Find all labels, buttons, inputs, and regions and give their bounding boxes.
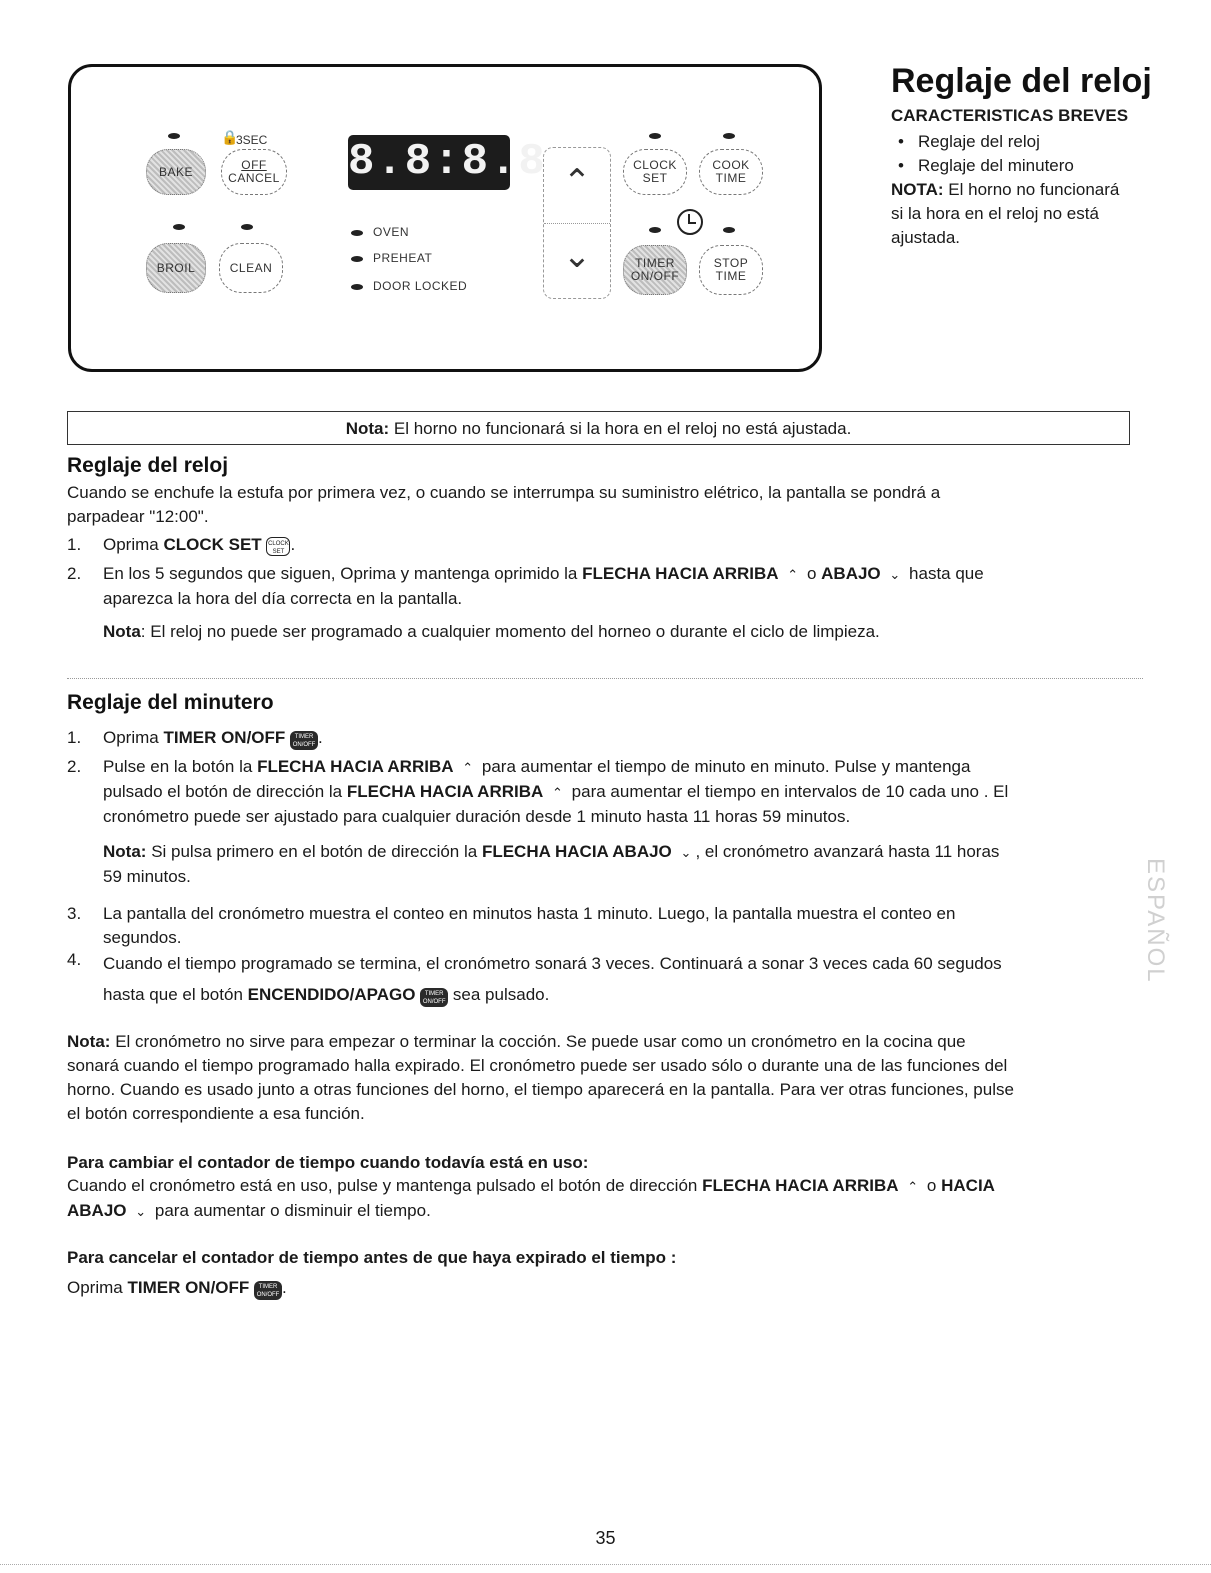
clock-step-1: [67, 533, 1127, 557]
change-b: FLECHA HACIA ARRIBA: [702, 1176, 899, 1195]
broil-button: [146, 243, 206, 293]
up-arrow-icon: ⌃: [562, 163, 592, 201]
step4-b: hasta que el botón: [103, 985, 243, 1004]
stop-label: STOP: [713, 256, 749, 270]
timer-step-1: [67, 726, 1127, 750]
change-c: o: [926, 1176, 937, 1195]
step3-a: La pantalla del cronómetro muestra el conteo en minutos hasta 1 minuto. Luego, la pantalla muestra el conteo en: [103, 904, 956, 923]
step-number: 3.: [67, 904, 82, 923]
note-box: [67, 411, 1130, 445]
door-locked-led: [351, 284, 363, 290]
step2-b: FLECHA HACIA ARRIBA: [257, 757, 454, 776]
down-arrow-icon: ⌄: [889, 567, 901, 582]
indicator-preheat: [351, 251, 432, 265]
up-arrow-icon: ⌃: [462, 760, 474, 775]
feature-item: • Reglaje del minutero: [898, 154, 1074, 178]
indicator-oven-label: OVEN: [373, 225, 410, 239]
clock-note-label: Nota: [103, 622, 141, 641]
cancel-timer-text: Oprima TIMER ON/OFF TIMER ON/OFF .: [67, 1278, 287, 1298]
up-arrow-bold: FLECHA HACIA ARRIBA: [582, 564, 779, 583]
stop-time-led: [723, 227, 735, 233]
step2-f: para aumentar el tiempo en intervalos de 10 cada uno . El: [571, 782, 1009, 801]
step-text-pre: Oprima: [103, 728, 159, 747]
up-arrow-icon: ⌃: [552, 785, 563, 800]
broil-label: BROIL: [156, 260, 196, 275]
three-sec-label: 3SEC: [236, 133, 268, 147]
clock-set-button: [623, 149, 687, 195]
down-arrow-icon: ⌄: [562, 237, 592, 275]
step2-g: cronómetro puede ser ajustado para cualquier duración desde 1 minuto hasta 11 horas 59 minutos.: [103, 807, 851, 826]
step-text: [103, 755, 1137, 829]
step-text: Oprima CLOCK SET CLOCK SET .: [103, 535, 296, 555]
timer-step-3: [67, 902, 1127, 950]
broil-led-left: [173, 224, 185, 230]
timer-onoff-mini-icon: TIMER ON/OFF: [290, 731, 318, 750]
note-box-text: El horno no funcionará si la hora en el reloj no está ajustada.: [393, 419, 852, 438]
step-text-post: hasta que: [909, 564, 984, 583]
step-number: 2.: [67, 564, 82, 583]
clock-icon: [677, 209, 703, 235]
step-number: 2.: [67, 757, 82, 776]
cancel-pre: Oprima: [67, 1278, 123, 1297]
bottom-border: [0, 1564, 1211, 1565]
indicator-door-locked-label: DOOR LOCKED: [373, 279, 468, 293]
timer-step-2: [67, 755, 1137, 827]
lock-icon: 🔒: [221, 129, 239, 145]
step2-e: FLECHA HACIA ARRIBA: [346, 782, 544, 801]
bake-button: [146, 149, 206, 195]
timer-note-c: , el cronómetro avanzará hasta 11 horas: [695, 842, 1000, 861]
cancel-bold: TIMER ON/OFF: [127, 1278, 250, 1297]
down-arrow-icon: ⌄: [680, 845, 692, 860]
up-arrow-icon: ⌃: [907, 1179, 919, 1194]
indicator-door-locked: [351, 279, 467, 293]
step-number: 1.: [67, 535, 82, 554]
change-timer-text: [67, 1174, 1137, 1224]
cancel-label: CANCEL: [228, 171, 280, 185]
step2-d: pulsado el botón de dirección la: [103, 782, 343, 801]
step2-c: para aumentar el tiempo de minuto en minuto. Pulse y mantenga: [481, 757, 971, 776]
indicator-preheat-label: PREHEAT: [373, 251, 433, 265]
cancel-timer-heading: [67, 1246, 676, 1270]
timer-note-b: FLECHA HACIA ABAJO: [481, 842, 672, 861]
page-title: Reglaje del reloj: [891, 62, 1152, 100]
bake-led: [168, 133, 180, 139]
cook-label: COOK: [712, 158, 750, 172]
cook-time-label: TIME: [715, 171, 747, 185]
section-divider: [67, 678, 1143, 679]
timer-step-4: [67, 948, 1127, 1008]
step2-a: Pulse en la botón la: [103, 757, 253, 776]
step4-a: Cuando el tiempo programado se termina, el cronómetro sonará 3 veces. Continuará a sonar 3 veces cada 60 segudos: [103, 954, 1002, 973]
timer-note: [103, 840, 1123, 889]
up-arrow-icon: ⌃: [787, 567, 799, 582]
timer-label: TIMER: [635, 256, 675, 270]
digital-display: 8.8:8.8: [348, 135, 510, 190]
timer-onoff-button: [623, 245, 687, 295]
control-panel-diagram: [68, 64, 822, 372]
down-arrow-bold: ABAJO: [821, 564, 881, 583]
clock-set-mini-icon: CLOCK SET: [266, 537, 290, 556]
step-text-pre: Oprima: [103, 535, 159, 554]
step4-c: sea pulsado.: [452, 985, 550, 1004]
step3-b: segundos.: [103, 928, 182, 947]
general-note: [67, 1030, 1137, 1126]
header-note-label: NOTA:: [891, 180, 944, 199]
step-text: Oprima TIMER ON/OFF TIMER ON/OFF .: [103, 728, 323, 748]
language-tab: ESPAÑOL: [1142, 858, 1169, 984]
clock-set-bold: CLOCK SET: [163, 535, 262, 554]
general-note-line2: sonará cuando el tiempo programado halla expirado. El cronómetro puede ser usado sólo o durante una de las funciones del: [67, 1056, 1008, 1075]
off-cancel-button: [221, 149, 287, 195]
clock-led: [649, 133, 661, 139]
stop-time-button: [699, 245, 763, 295]
timer-led: [649, 227, 661, 233]
timer-onoff-mini-icon: TIMER ON/OFF: [420, 988, 448, 1007]
change-d: HACIA: [941, 1176, 995, 1195]
clock-step-2: [67, 562, 1127, 612]
bake-label: BAKE: [158, 164, 193, 179]
feature-item: • Reglaje del reloj: [898, 130, 1074, 154]
step-text-a: En los 5 segundos que siguen, Oprima y mantenga oprimido la: [103, 564, 578, 583]
step-text: [103, 562, 1123, 611]
clean-button: [219, 243, 283, 293]
note-box-label: Nota:: [345, 419, 390, 438]
timer-section-heading: Reglaje del minutero: [67, 691, 274, 714]
onoff-label: ON/OFF: [630, 269, 680, 283]
cook-time-led: [723, 133, 735, 139]
step-text-line2: aparezca la hora del día correcta en la pantalla.: [103, 589, 463, 608]
header-note-text: El horno no funcionará si la hora en el reloj no está ajustada.: [891, 180, 1120, 247]
arrow-divider: [544, 223, 610, 224]
timer-onoff-mini-icon: TIMER ON/OFF: [254, 1281, 282, 1300]
general-note-label: Nota:: [67, 1032, 111, 1051]
clock-intro-line-1: Cuando se enchufe la estufa por primera vez, o cuando se interrumpa su suministro elétrico, la pantalla se pondrá a: [67, 483, 941, 502]
off-label: OFF: [241, 158, 267, 172]
general-note-line4: el botón correspondiente a esa función.: [67, 1104, 365, 1123]
clock-note-text: : El reloj no puede ser programado a cualquier momento del horneo o durante el ciclo de limpieza.: [140, 622, 880, 641]
timer-note-d: 59 minutos.: [103, 867, 191, 886]
step-number: 4.: [67, 950, 82, 969]
clock-note: [103, 620, 880, 644]
timer-onoff-bold: TIMER ON/OFF: [163, 728, 286, 747]
stop-time-label: TIME: [715, 269, 747, 283]
step-number: 1.: [67, 728, 82, 747]
broil-led-right: [241, 224, 253, 230]
step4-bold: ENCENDIDO/APAGO: [247, 985, 416, 1004]
clock-intro-line-2: parpadear "12:00".: [67, 507, 209, 526]
page-number: 35: [595, 1528, 616, 1548]
clock-label: CLOCK: [633, 158, 677, 172]
change-timer-heading: [67, 1151, 588, 1175]
oven-led: [351, 230, 363, 236]
down-arrow-icon: ⌄: [135, 1204, 147, 1219]
features-subtitle: CARACTERISTICAS BREVES: [891, 106, 1129, 125]
cancel-timer-heading-text: Para cancelar el contador de tiempo antes de que haya expirado el tiempo :: [67, 1248, 677, 1267]
change-timer-heading-text: Para cambiar el contador de tiempo cuando todavía está en uso:: [67, 1153, 589, 1172]
step-text: [103, 948, 1133, 1010]
general-note-line3: horno. Cuando es usado junto a otras funciones del horno, el tiempo aparecerá en la pantalla. Para ver otras funciones, pulse: [67, 1080, 1014, 1099]
timer-note-label: Nota:: [103, 842, 147, 861]
arrow-keys: [543, 147, 611, 299]
change-a: Cuando el cronómetro está en uso, pulse y mantenga pulsado el botón de dirección: [67, 1176, 698, 1195]
set-label: SET: [642, 171, 668, 185]
features-list: [898, 130, 1074, 178]
step-text: [103, 902, 1123, 950]
header-note: [891, 178, 1131, 250]
change-f: para aumentar o disminuir el tiempo.: [154, 1201, 431, 1220]
clean-label: CLEAN: [229, 260, 273, 275]
indicator-oven: [351, 225, 409, 239]
general-note-line1: El cronómetro no sirve para empezar o terminar la cocción. Se puede usar como un cronómetro en la cocina que: [115, 1032, 966, 1051]
cook-time-button: [699, 149, 763, 195]
preheat-led: [351, 256, 363, 262]
change-e: ABAJO: [67, 1201, 127, 1220]
step-text-mid: o: [806, 564, 817, 583]
clock-section-heading: Reglaje del reloj: [67, 454, 229, 477]
timer-note-a: Si pulsa primero en el botón de dirección la: [151, 842, 478, 861]
